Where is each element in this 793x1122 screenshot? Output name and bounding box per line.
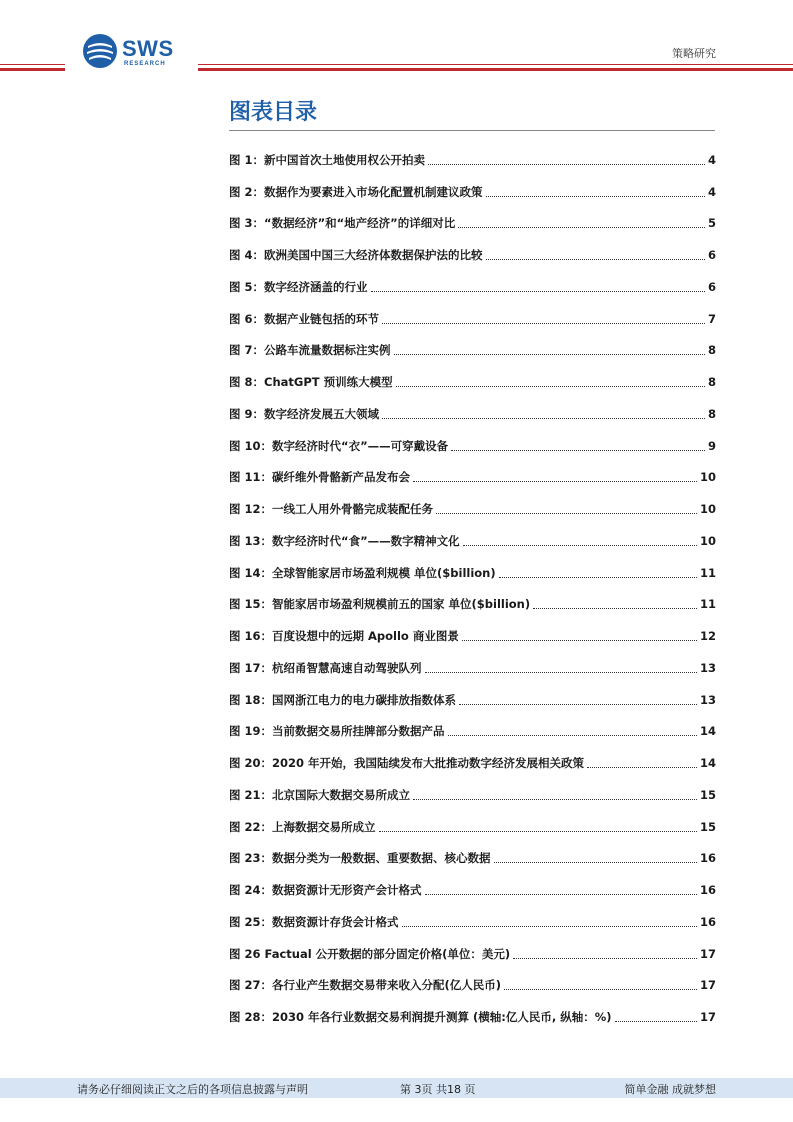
toc-entry-label[interactable]: 图 5：数字经济涵盖的行业 bbox=[229, 279, 368, 294]
toc-entry-page[interactable]: 16 bbox=[699, 914, 716, 929]
toc-entry[interactable] bbox=[229, 335, 716, 367]
toc-entry-label[interactable]: 图 9：数字经济发展五大领域 bbox=[229, 406, 380, 421]
toc-entry[interactable] bbox=[229, 493, 716, 525]
toc-leader-dots bbox=[371, 288, 705, 292]
page-header bbox=[0, 0, 793, 80]
toc-entry-label[interactable]: 图 1：新中国首次土地使用权公开拍卖 bbox=[229, 152, 426, 167]
toc-leader-dots bbox=[459, 701, 697, 705]
toc-leader-dots bbox=[486, 256, 705, 260]
toc-entry[interactable] bbox=[229, 716, 716, 748]
toc-entry[interactable] bbox=[229, 874, 716, 906]
toc-entry-label[interactable]: 图 27：各行业产生数据交易带来收入分配(亿人民币) bbox=[229, 978, 502, 993]
toc-entry-label[interactable]: 图 18：国网浙江电力的电力碳排放指数体系 bbox=[229, 692, 457, 707]
toc-leader-dots bbox=[615, 1018, 697, 1022]
toc-entry-label[interactable]: 图 14：全球智能家居市场盈利规模 单位($billion) bbox=[229, 565, 496, 580]
toc-leader-dots bbox=[451, 447, 705, 451]
toc-entry-page[interactable]: 10 bbox=[699, 470, 716, 485]
toc-entry[interactable] bbox=[229, 462, 716, 494]
toc-leader-dots bbox=[436, 510, 697, 514]
toc-entry-page[interactable]: 9 bbox=[707, 438, 716, 453]
toc-entry-page[interactable]: 14 bbox=[699, 724, 716, 739]
toc-entry-page[interactable]: 8 bbox=[707, 343, 716, 358]
toc-entry-page[interactable]: 8 bbox=[707, 406, 716, 421]
toc-entry-label[interactable]: 图 19：当前数据交易所挂牌部分数据产品 bbox=[229, 724, 445, 739]
toc-entry-label[interactable]: 图 13：数字经济时代“食”——数字精神文化 bbox=[229, 533, 460, 548]
toc-entry-label[interactable]: 图 20：2020 年开始，我国陆续发布大批推动数字经济发展相关政策 bbox=[229, 756, 585, 771]
toc-leader-dots bbox=[394, 351, 705, 355]
toc-entry-page[interactable]: 11 bbox=[699, 565, 716, 580]
toc-entry[interactable] bbox=[229, 366, 716, 398]
toc-entry[interactable] bbox=[229, 779, 716, 811]
toc-entry-label[interactable]: 图 12：一线工人用外骨骼完成装配任务 bbox=[229, 502, 434, 517]
toc-entry[interactable] bbox=[229, 398, 716, 430]
toc-leader-dots bbox=[413, 478, 697, 482]
toc-entry[interactable] bbox=[229, 620, 716, 652]
toc-entry-label[interactable]: 图 22：上海数据交易所成立 bbox=[229, 819, 376, 834]
toc-entry-label[interactable]: 图 17：杭绍甬智慧高速自动驾驶队列 bbox=[229, 660, 422, 675]
toc-entry-page[interactable]: 5 bbox=[707, 216, 716, 231]
sws-logo bbox=[82, 33, 190, 77]
toc-entry[interactable] bbox=[229, 747, 716, 779]
toc-leader-dots bbox=[458, 224, 705, 228]
toc-entry-page[interactable]: 6 bbox=[707, 279, 716, 294]
toc-leader-dots bbox=[504, 986, 697, 990]
toc-entry[interactable] bbox=[229, 208, 716, 240]
toc-leader-dots bbox=[382, 320, 705, 324]
toc-entry-page[interactable]: 16 bbox=[699, 851, 716, 866]
toc-entry-label[interactable]: 图 15：智能家居市场盈利规模前五的国家 单位($billion) bbox=[229, 597, 531, 612]
toc-entry-page[interactable]: 12 bbox=[699, 629, 716, 644]
toc-entry[interactable] bbox=[229, 239, 716, 271]
toc-leader-dots bbox=[413, 796, 697, 800]
header-rule-left-thin bbox=[0, 64, 65, 65]
toc-entry[interactable] bbox=[229, 589, 716, 621]
toc-entry[interactable] bbox=[229, 176, 716, 208]
toc-entry[interactable] bbox=[229, 271, 716, 303]
toc-leader-dots bbox=[462, 637, 697, 641]
toc-entry-label[interactable]: 图 24：数据资源计无形资产会计格式 bbox=[229, 883, 422, 898]
toc-entry-page[interactable]: 4 bbox=[707, 184, 716, 199]
title-divider bbox=[229, 130, 715, 131]
toc-entry[interactable] bbox=[229, 906, 716, 938]
sws-logo-icon bbox=[82, 33, 118, 69]
toc-entry-page[interactable]: 17 bbox=[699, 978, 716, 993]
toc-leader-dots bbox=[513, 955, 697, 959]
toc-entry-label[interactable]: 图 16：百度设想中的远期 Apollo 商业图景 bbox=[229, 629, 459, 644]
toc-entry-label[interactable]: 图 21：北京国际大数据交易所成立 bbox=[229, 787, 411, 802]
toc-entry-page[interactable]: 7 bbox=[707, 311, 716, 326]
toc-entry-label[interactable]: 图 23：数据分类为一般数据、重要数据、核心数据 bbox=[229, 851, 491, 866]
report-type: 策略研究 bbox=[672, 47, 716, 60]
toc-entry-label[interactable]: 图 11：碳纤维外骨骼新产品发布会 bbox=[229, 470, 411, 485]
toc-entry-page[interactable]: 15 bbox=[699, 787, 716, 802]
toc-leader-dots bbox=[494, 859, 697, 863]
toc-entry-page[interactable]: 6 bbox=[707, 248, 716, 263]
toc-leader-dots bbox=[396, 383, 705, 387]
toc-entry-page[interactable]: 11 bbox=[699, 597, 716, 612]
page-footer bbox=[0, 1078, 793, 1098]
toc-leader-dots bbox=[486, 193, 705, 197]
toc-entry-label[interactable]: 图 8：ChatGPT 预训练大模型 bbox=[229, 375, 393, 390]
footer-page-info: 第 3页 共18 页 bbox=[400, 1083, 476, 1096]
toc-leader-dots bbox=[499, 574, 697, 578]
page-title: 图表目录 bbox=[229, 100, 318, 125]
header-rule-left-thick bbox=[0, 68, 65, 71]
toc-entry-page[interactable]: 13 bbox=[699, 660, 716, 675]
toc-entry-label[interactable]: 图 2：数据作为要素进入市场化配置机制建议政策 bbox=[229, 184, 483, 199]
toc-entry-label[interactable]: 图 25：数据资源计存货会计格式 bbox=[229, 914, 399, 929]
toc-entry-page[interactable]: 8 bbox=[707, 375, 716, 390]
toc-leader-dots bbox=[425, 669, 697, 673]
toc-entry-page[interactable]: 16 bbox=[699, 883, 716, 898]
footer-disclaimer: 请务必仔细阅读正文之后的各项信息披露与声明 bbox=[77, 1083, 308, 1096]
toc-entry-page[interactable]: 4 bbox=[707, 152, 716, 167]
toc-leader-dots bbox=[587, 764, 697, 768]
toc-entry[interactable] bbox=[229, 430, 716, 462]
toc-leader-dots bbox=[533, 605, 697, 609]
toc-entry-page[interactable]: 10 bbox=[699, 533, 716, 548]
toc-entry-page[interactable]: 17 bbox=[699, 1010, 716, 1025]
toc-entry-label[interactable]: 图 28：2030 年各行业数据交易利润提升测算 (横轴:亿人民币, 纵轴：%) bbox=[229, 1010, 612, 1025]
table-of-figures bbox=[229, 144, 716, 1033]
toc-entry[interactable] bbox=[229, 811, 716, 843]
toc-leader-dots bbox=[463, 542, 697, 546]
toc-entry-page[interactable]: 13 bbox=[699, 692, 716, 707]
toc-entry[interactable] bbox=[229, 684, 716, 716]
toc-leader-dots bbox=[428, 161, 705, 165]
toc-entry[interactable] bbox=[229, 652, 716, 684]
toc-entry[interactable] bbox=[229, 144, 716, 176]
toc-leader-dots bbox=[425, 891, 697, 895]
toc-entry[interactable] bbox=[229, 843, 716, 875]
toc-entry[interactable] bbox=[229, 1001, 716, 1033]
toc-entry-page[interactable]: 15 bbox=[699, 819, 716, 834]
toc-entry[interactable] bbox=[229, 970, 716, 1002]
toc-entry-page[interactable]: 14 bbox=[699, 756, 716, 771]
toc-entry-page[interactable]: 17 bbox=[699, 946, 716, 961]
toc-entry-label[interactable]: 图 3：“数据经济”和“地产经济”的详细对比 bbox=[229, 216, 456, 231]
toc-entry[interactable] bbox=[229, 938, 716, 970]
toc-leader-dots bbox=[402, 923, 697, 927]
toc-entry-page[interactable]: 10 bbox=[699, 502, 716, 517]
logo-subtext: RESEARCH bbox=[124, 61, 166, 67]
toc-entry[interactable] bbox=[229, 303, 716, 335]
toc-entry-label[interactable]: 图 7：公路车流量数据标注实例 bbox=[229, 343, 391, 358]
toc-entry-label[interactable]: 图 10：数字经济时代“衣”——可穿戴设备 bbox=[229, 438, 449, 453]
toc-leader-dots bbox=[379, 828, 697, 832]
header-rule-right-thick bbox=[198, 68, 793, 71]
toc-entry-label[interactable]: 图 4：欧洲美国中国三大经济体数据保护法的比较 bbox=[229, 248, 483, 263]
logo-text: SWS bbox=[122, 36, 174, 61]
toc-entry-label[interactable]: 图 26 Factual 公开数据的部分固定价格(单位：美元) bbox=[229, 946, 511, 961]
toc-leader-dots bbox=[448, 732, 697, 736]
header-rule-right-thin bbox=[198, 64, 793, 65]
toc-entry-label[interactable]: 图 6：数据产业链包括的环节 bbox=[229, 311, 380, 326]
toc-entry[interactable] bbox=[229, 525, 716, 557]
footer-slogan: 简单金融 成就梦想 bbox=[624, 1083, 716, 1096]
toc-leader-dots bbox=[382, 415, 705, 419]
toc-entry[interactable] bbox=[229, 557, 716, 589]
